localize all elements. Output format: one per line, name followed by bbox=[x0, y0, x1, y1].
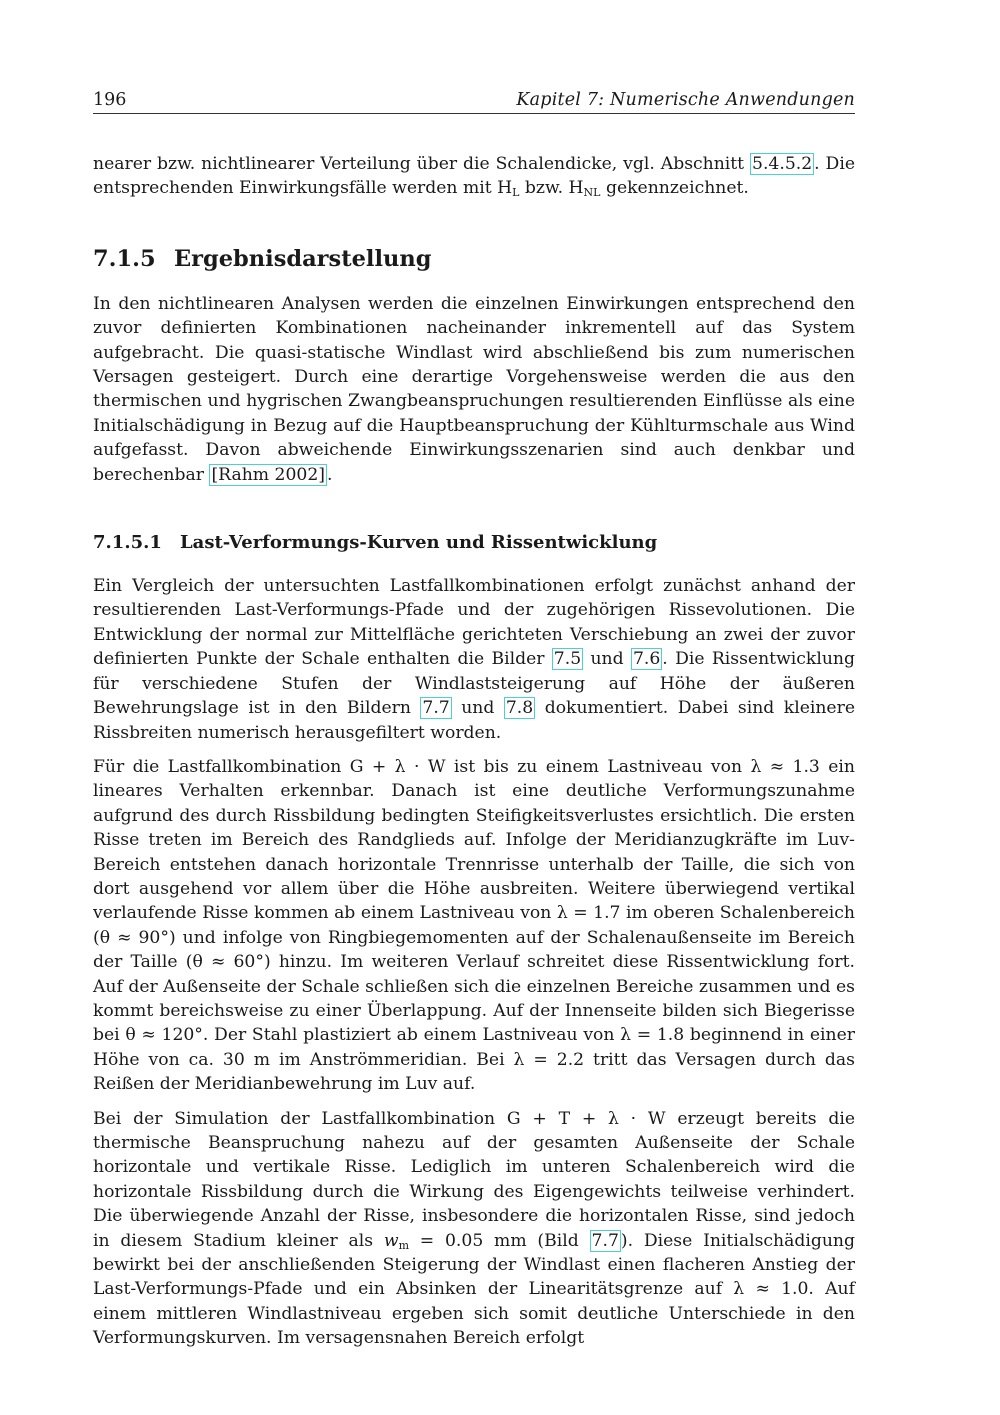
page-number: 196 bbox=[93, 90, 127, 110]
text-run: und bbox=[451, 698, 504, 719]
text-run: bzw. H bbox=[519, 178, 584, 199]
section-number: 7.1.5 bbox=[93, 245, 156, 272]
figure-link-7-7[interactable]: 7.7 bbox=[422, 698, 450, 719]
paragraph-2: Für die Lastfallkombination G + λ · W ist bis zu einem Lastniveau von λ ≈ 1.3 ein lineares Verhalten erkennbar. Danach ist eine deutliche Verformungszunahme aufgrund des durch Rissbildung bedingten Steifigkeitsverlustes ersichtlich. Die ersten Risse treten im Bereich des Randglieds auf. Infolge der Meridianzugkräfte im Luv-Bereich entstehen danach horizontale Trennrisse unterhalb der Taille, die sich von dort ausgehend vor allem über die Höhe ausbreiten. Weitere überwiegend vertikal verlaufende Risse kommen ab einem Lastniveau von λ = 1.7 im oberen Schalenbereich (θ ≈ 90°) und infolge von Ringbiegemomenten auf der Schalenaußenseite im Bereich der Taille (θ ≈ 60°) hinzu. Im weiteren Verlauf schreitet diese Rissentwicklung fort. Auf der Außenseite der Schale schließen sich die einzelnen Bereiche zusammen und es kommt bereichsweise zu einer Überlappung. Auf der Innenseite bilden sich Biegerisse bei θ ≈ 120°. Der Stahl plastiziert ab einem Lastniveau von λ = 1.8 beginnend in einer Höhe von ca. 30 m im Anströmmeridian. Bei λ = 2.2 tritt das Versagen durch das Reißen der Meridianbewehrung im Luv auf. bbox=[93, 756, 855, 1095]
text-run: ). Diese Initialschädigung bewirkt bei der anschließenden Steigerung der Windlast einen flacheren Anstieg der Last-Verformungs-Pfade und ein Absinken der Linearitätsgrenze auf λ ≈ 1.0. Auf einem mittleren Windlastniveau ergeben sich somit deutliche Unterschiede in den Verformungskurven. Im versagensnahen Bereich erfolgt bbox=[93, 1230, 855, 1349]
subsection-title: Last-Verformungs-Kurven und Rissentwicklung bbox=[180, 532, 658, 554]
figure-link-7-6[interactable]: 7.6 bbox=[632, 649, 661, 670]
paragraph-1 bbox=[93, 574, 855, 745]
text-run: . Die entsprechenden Einwirkungsfälle werden mit H bbox=[93, 154, 855, 199]
subscript-l: L bbox=[512, 186, 520, 200]
page bbox=[93, 90, 855, 1351]
running-header bbox=[93, 90, 855, 114]
chapter-title: Kapitel 7: Numerische Anwendungen bbox=[516, 90, 855, 110]
variable-w: w bbox=[383, 1230, 399, 1251]
subscript-m: m bbox=[398, 1238, 410, 1252]
section-title: Ergebnisdarstellung bbox=[174, 245, 432, 272]
text-run: und bbox=[583, 649, 631, 670]
text-run: dokumentiert. Dabei sind kleinere Rissbreiten numerisch herausgefiltert worden. bbox=[93, 698, 855, 743]
figure-link-7-8[interactable]: 7.8 bbox=[505, 698, 534, 719]
text-run: gekennzeichnet. bbox=[600, 178, 749, 199]
subsection-heading bbox=[93, 532, 855, 553]
text-run: Bei der Simulation der Lastfallkombination G + T + λ · W erzeugt bereits die thermische Beanspruchung nahezu auf der gesamten Außenseite der Schale horizontale und vertikale Risse. Lediglich im unteren Schalenbereich wird die horizontale Rissbildung durch die Wirkung des Eigengewichts teilweise verhindert. Die überwiegende Anzahl der Risse, insbesondere die horizontalen Risse, sind jedoch in diesem Stadium kleiner als bbox=[93, 1108, 855, 1251]
citation-link-rahm-2002[interactable]: [Rahm 2002] bbox=[211, 464, 326, 485]
subscript-nl: NL bbox=[583, 186, 601, 200]
section-link-5-4-5-2[interactable]: 5.4.5.2 bbox=[752, 154, 813, 174]
figure-link-7-7-b[interactable]: 7.7 bbox=[591, 1230, 619, 1251]
intro-paragraph bbox=[93, 152, 855, 201]
section-paragraph bbox=[93, 292, 855, 487]
text-run: . Die Rissentwicklung für verschiedene Stufen der Windlaststeigerung auf Höhe der äußeren Bewehrungslage ist in den Bildern bbox=[93, 649, 855, 719]
paragraph-3 bbox=[93, 1107, 855, 1351]
text-run: nearer bzw. nichtlinearer Verteilung über die Schalendicke, vgl. Abschnitt bbox=[93, 154, 751, 174]
text-run: . bbox=[327, 464, 333, 485]
subsection-number: 7.1.5.1 bbox=[93, 532, 162, 554]
text-run: Ein Vergleich der untersuchten Lastfallkombinationen erfolgt zunächst anhand der resultierenden Last-Verformungs-Pfade und der zugehörigen Rissevolutionen. Die Entwicklung der normal zur Mittelfläche gerichteten Verschiebung an zwei der zuvor definierten Punkte der Schale enthalten die Bilder bbox=[93, 576, 855, 670]
text-run: = 0.05 mm (Bild bbox=[409, 1230, 590, 1251]
section-heading bbox=[93, 246, 855, 272]
figure-link-7-5[interactable]: 7.5 bbox=[553, 649, 582, 670]
text-run: In den nichtlinearen Analysen werden die einzelnen Einwirkungen entsprechend den zuvor definierten Kombinationen nacheinander inkrementell auf das System aufgebracht. Die quasi-statische Windlast wird abschließend bis zum numerischen Versagen gesteigert. Durch eine derartige Vorgehensweise werden die aus den thermischen und hygrischen Zwangbeanspruchungen resultierenden Einflüsse als eine Initialschädigung in Bezug auf die Hauptbeanspruchung der Kühlturmschale aus Wind aufgefasst. Davon abweichende Einwirkungsszenarien sind auch denkbar und berechenbar bbox=[93, 293, 855, 485]
